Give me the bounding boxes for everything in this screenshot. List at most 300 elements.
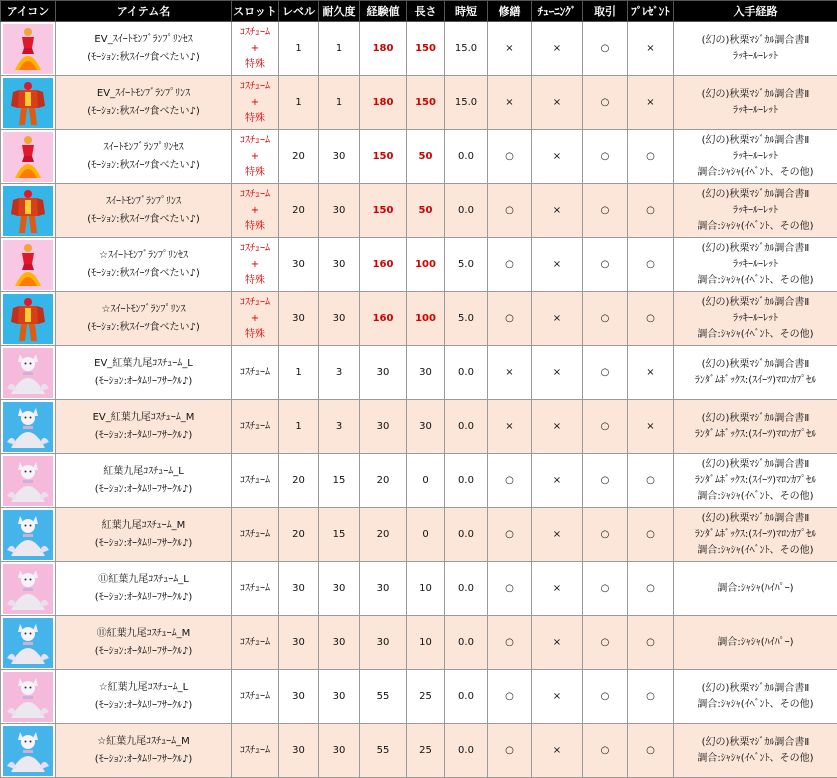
fox-costume-blue-icon bbox=[2, 724, 55, 777]
timesave-cell: 0.0 bbox=[445, 616, 488, 670]
princess-dress-icon bbox=[2, 130, 55, 183]
header-route: 入手経路 bbox=[674, 1, 837, 22]
route-cell bbox=[674, 670, 837, 724]
present-cell: ○ bbox=[628, 508, 674, 562]
slot-cell bbox=[232, 670, 279, 724]
trade-cell: ○ bbox=[583, 22, 628, 76]
slot-text: 特殊 bbox=[245, 274, 265, 286]
level-cell: 1 bbox=[279, 346, 319, 400]
item-motion: (ﾓｰｼｮﾝ:秋ｽｲｰﾂ食べたい♪) bbox=[87, 213, 200, 225]
fox-costume-pink-icon bbox=[2, 562, 55, 615]
trade-cell: ○ bbox=[583, 76, 628, 130]
item-name: ☆紅葉九尾ｺｽﾁｭｰﾑ_L bbox=[98, 681, 189, 693]
slot-text: + bbox=[250, 204, 260, 216]
item-motion: (ﾓｰｼｮﾝ:ｵｰﾀﾑﾘｰﾌｻｰｸﾙ♪) bbox=[94, 537, 193, 549]
tuning-cell: × bbox=[532, 292, 583, 346]
item-name: 紅葉九尾ｺｽﾁｭｰﾑ_L bbox=[103, 465, 184, 477]
item-motion: (ﾓｰｼｮﾝ:ｵｰﾀﾑﾘｰﾌｻｰｸﾙ♪) bbox=[94, 753, 193, 765]
item-name-cell bbox=[56, 400, 232, 454]
item-motion: (ﾓｰｼｮﾝ:ｵｰﾀﾑﾘｰﾌｻｰｸﾙ♪) bbox=[94, 483, 193, 495]
route-line: (幻の)秋栗ﾏｼﾞｶﾙ調合書Ⅱ bbox=[701, 458, 810, 470]
level-cell: 20 bbox=[279, 184, 319, 238]
timesave-cell: 0.0 bbox=[445, 184, 488, 238]
tuning-cell: × bbox=[532, 562, 583, 616]
slot-cell bbox=[232, 454, 279, 508]
fox-costume-blue-icon bbox=[2, 616, 55, 669]
timesave-cell: 0.0 bbox=[445, 724, 488, 778]
length-cell: 10 bbox=[407, 616, 445, 670]
route-cell bbox=[674, 616, 837, 670]
route-line: 調合:ｼｬｼｬ(ﾊｲﾊﾟｰ) bbox=[717, 636, 794, 648]
table-row bbox=[1, 562, 837, 616]
icon-cell bbox=[1, 76, 56, 130]
item-name-cell bbox=[56, 184, 232, 238]
item-name: EV_ｽｲｰﾄﾓﾝﾌﾞﾗﾝﾌﾟﾘﾝｽ bbox=[96, 87, 191, 99]
present-cell: ○ bbox=[628, 238, 674, 292]
route-cell bbox=[674, 184, 837, 238]
route-cell bbox=[674, 130, 837, 184]
trade-cell: ○ bbox=[583, 238, 628, 292]
header-timesave: 時短 bbox=[445, 1, 488, 22]
timesave-cell: 0.0 bbox=[445, 454, 488, 508]
timesave-cell: 15.0 bbox=[445, 22, 488, 76]
princess-dress-icon bbox=[2, 238, 55, 291]
table-row bbox=[1, 508, 837, 562]
route-line: ﾗｯｷｰﾙｰﾚｯﾄ bbox=[733, 258, 778, 270]
route-line: ﾗｯｷｰﾙｰﾚｯﾄ bbox=[733, 150, 778, 162]
level-cell: 30 bbox=[279, 292, 319, 346]
exp-cell: 30 bbox=[360, 562, 407, 616]
item-name-cell bbox=[56, 238, 232, 292]
item-name-cell bbox=[56, 292, 232, 346]
route-cell bbox=[674, 76, 837, 130]
slot-text: + bbox=[250, 258, 260, 270]
slot-text: ｺｽﾁｭｰﾑ bbox=[240, 528, 270, 540]
header-slot: スロット bbox=[232, 1, 279, 22]
item-motion: (ﾓｰｼｮﾝ:秋ｽｲｰﾂ食べたい♪) bbox=[87, 51, 200, 63]
present-cell: ○ bbox=[628, 184, 674, 238]
route-cell bbox=[674, 508, 837, 562]
present-cell: ○ bbox=[628, 724, 674, 778]
route-line: ﾗｯｷｰﾙｰﾚｯﾄ bbox=[733, 312, 778, 324]
level-cell: 1 bbox=[279, 22, 319, 76]
timesave-cell: 0.0 bbox=[445, 562, 488, 616]
repair-cell: ○ bbox=[488, 454, 532, 508]
exp-cell: 55 bbox=[360, 724, 407, 778]
fox-costume-pink-icon bbox=[2, 346, 55, 399]
slot-cell bbox=[232, 292, 279, 346]
item-name: ☆ｽｲｰﾄﾓﾝﾌﾞﾗﾝﾌﾟﾘﾝｽ bbox=[101, 303, 186, 315]
tuning-cell: × bbox=[532, 508, 583, 562]
icon-cell bbox=[1, 562, 56, 616]
header-durability: 耐久度 bbox=[319, 1, 360, 22]
exp-cell: 160 bbox=[360, 238, 407, 292]
length-cell: 150 bbox=[407, 76, 445, 130]
table-row bbox=[1, 400, 837, 454]
exp-cell: 160 bbox=[360, 292, 407, 346]
level-cell: 30 bbox=[279, 616, 319, 670]
table-row bbox=[1, 184, 837, 238]
header-tuning: ﾁｭｰﾆﾝｸﾞ bbox=[532, 1, 583, 22]
trade-cell: ○ bbox=[583, 562, 628, 616]
icon-cell bbox=[1, 22, 56, 76]
item-name-cell bbox=[56, 76, 232, 130]
item-name-cell bbox=[56, 454, 232, 508]
icon-cell bbox=[1, 400, 56, 454]
table-row bbox=[1, 454, 837, 508]
length-cell: 30 bbox=[407, 346, 445, 400]
slot-text: ｺｽﾁｭｰﾑ bbox=[240, 296, 270, 308]
slot-cell bbox=[232, 508, 279, 562]
slot-text: ｺｽﾁｭｰﾑ bbox=[240, 26, 270, 38]
icon-cell bbox=[1, 238, 56, 292]
durability-cell: 30 bbox=[319, 130, 360, 184]
exp-cell: 20 bbox=[360, 454, 407, 508]
item-motion: (ﾓｰｼｮﾝ:秋ｽｲｰﾂ食べたい♪) bbox=[87, 267, 200, 279]
tuning-cell: × bbox=[532, 670, 583, 724]
trade-cell: ○ bbox=[583, 184, 628, 238]
slot-text: 特殊 bbox=[245, 166, 265, 178]
present-cell: × bbox=[628, 400, 674, 454]
route-line: (幻の)秋栗ﾏｼﾞｶﾙ調合書Ⅱ bbox=[701, 512, 810, 524]
item-name-cell bbox=[56, 724, 232, 778]
tuning-cell: × bbox=[532, 238, 583, 292]
durability-cell: 3 bbox=[319, 346, 360, 400]
timesave-cell: 0.0 bbox=[445, 130, 488, 184]
route-line: (幻の)秋栗ﾏｼﾞｶﾙ調合書Ⅱ bbox=[701, 242, 810, 254]
header-item-name: アイテム名 bbox=[56, 1, 232, 22]
slot-text: ｺｽﾁｭｰﾑ bbox=[240, 474, 270, 486]
level-cell: 20 bbox=[279, 454, 319, 508]
timesave-cell: 0.0 bbox=[445, 508, 488, 562]
level-cell: 20 bbox=[279, 130, 319, 184]
item-motion: (ﾓｰｼｮﾝ:ｵｰﾀﾑﾘｰﾌｻｰｸﾙ♪) bbox=[94, 429, 193, 441]
tuning-cell: × bbox=[532, 616, 583, 670]
route-line: ﾗﾝﾀﾞﾑﾎﾞｯｸｽ:(ｽｲｰﾂ)ﾏﾛﾝｶﾌﾟｾﾙ bbox=[694, 428, 817, 440]
durability-cell: 30 bbox=[319, 670, 360, 724]
slot-cell bbox=[232, 616, 279, 670]
route-line: (幻の)秋栗ﾏｼﾞｶﾙ調合書Ⅱ bbox=[701, 134, 810, 146]
slot-cell bbox=[232, 184, 279, 238]
durability-cell: 15 bbox=[319, 508, 360, 562]
item-motion: (ﾓｰｼｮﾝ:秋ｽｲｰﾂ食べたい♪) bbox=[87, 159, 200, 171]
icon-cell bbox=[1, 130, 56, 184]
level-cell: 30 bbox=[279, 238, 319, 292]
level-cell: 1 bbox=[279, 76, 319, 130]
route-line: ﾗｯｷｰﾙｰﾚｯﾄ bbox=[733, 50, 778, 62]
route-cell bbox=[674, 292, 837, 346]
repair-cell: ○ bbox=[488, 508, 532, 562]
route-line: 調合:ｼｬｼｬ(ｲﾍﾞﾝﾄ、その他) bbox=[697, 166, 814, 178]
length-cell: 50 bbox=[407, 184, 445, 238]
item-name-cell bbox=[56, 670, 232, 724]
slot-text: ｺｽﾁｭｰﾑ bbox=[240, 690, 270, 702]
table-header bbox=[1, 1, 837, 22]
route-line: (幻の)秋栗ﾏｼﾞｶﾙ調合書Ⅱ bbox=[701, 88, 810, 100]
durability-cell: 30 bbox=[319, 562, 360, 616]
fox-costume-pink-icon bbox=[2, 454, 55, 507]
repair-cell: ○ bbox=[488, 184, 532, 238]
slot-text: ｺｽﾁｭｰﾑ bbox=[240, 188, 270, 200]
tuning-cell: × bbox=[532, 724, 583, 778]
route-cell bbox=[674, 238, 837, 292]
route-line: 調合:ｼｬｼｬ(ｲﾍﾞﾝﾄ、その他) bbox=[697, 490, 814, 502]
route-line: (幻の)秋栗ﾏｼﾞｶﾙ調合書Ⅱ bbox=[701, 736, 810, 748]
icon-cell bbox=[1, 508, 56, 562]
length-cell: 150 bbox=[407, 22, 445, 76]
repair-cell: ○ bbox=[488, 724, 532, 778]
icon-cell bbox=[1, 454, 56, 508]
present-cell: ○ bbox=[628, 130, 674, 184]
prince-suit-icon bbox=[2, 292, 55, 345]
level-cell: 20 bbox=[279, 508, 319, 562]
route-cell bbox=[674, 562, 837, 616]
length-cell: 25 bbox=[407, 670, 445, 724]
exp-cell: 30 bbox=[360, 400, 407, 454]
table-row bbox=[1, 670, 837, 724]
slot-cell bbox=[232, 724, 279, 778]
table-body bbox=[1, 22, 837, 778]
item-name: ⑪紅葉九尾ｺｽﾁｭｰﾑ_L bbox=[98, 573, 189, 585]
route-line: (幻の)秋栗ﾏｼﾞｶﾙ調合書Ⅱ bbox=[701, 358, 810, 370]
exp-cell: 180 bbox=[360, 22, 407, 76]
slot-text: ｺｽﾁｭｰﾑ bbox=[240, 636, 270, 648]
repair-cell: ○ bbox=[488, 670, 532, 724]
repair-cell: ○ bbox=[488, 238, 532, 292]
route-line: (幻の)秋栗ﾏｼﾞｶﾙ調合書Ⅱ bbox=[701, 34, 810, 46]
repair-cell: ○ bbox=[488, 292, 532, 346]
header-trade: 取引 bbox=[583, 1, 628, 22]
slot-text: ｺｽﾁｭｰﾑ bbox=[240, 134, 270, 146]
route-line: ﾗｯｷｰﾙｰﾚｯﾄ bbox=[733, 204, 778, 216]
durability-cell: 1 bbox=[319, 76, 360, 130]
trade-cell: ○ bbox=[583, 400, 628, 454]
durability-cell: 30 bbox=[319, 292, 360, 346]
slot-cell bbox=[232, 130, 279, 184]
item-motion: (ﾓｰｼｮﾝ:秋ｽｲｰﾂ食べたい♪) bbox=[87, 105, 200, 117]
header-exp: 経験値 bbox=[360, 1, 407, 22]
route-line: 調合:ｼｬｼｬ(ｲﾍﾞﾝﾄ、その他) bbox=[697, 274, 814, 286]
exp-cell: 180 bbox=[360, 76, 407, 130]
slot-text: + bbox=[250, 312, 260, 324]
route-line: 調合:ｼｬｼｬ(ｲﾍﾞﾝﾄ、その他) bbox=[697, 328, 814, 340]
timesave-cell: 0.0 bbox=[445, 346, 488, 400]
item-name: ｽｲｰﾄﾓﾝﾌﾞﾗﾝﾌﾟﾘﾝｾｽ bbox=[103, 141, 184, 153]
slot-cell bbox=[232, 238, 279, 292]
route-line: 調合:ｼｬｼｬ(ｲﾍﾞﾝﾄ、その他) bbox=[697, 698, 814, 710]
header-present: ﾌﾟﾚｾﾞﾝﾄ bbox=[628, 1, 674, 22]
route-cell bbox=[674, 724, 837, 778]
present-cell: ○ bbox=[628, 454, 674, 508]
slot-text: ｺｽﾁｭｰﾑ bbox=[240, 80, 270, 92]
tuning-cell: × bbox=[532, 346, 583, 400]
level-cell: 1 bbox=[279, 400, 319, 454]
length-cell: 0 bbox=[407, 454, 445, 508]
timesave-cell: 0.0 bbox=[445, 670, 488, 724]
item-name: ｽｲｰﾄﾓﾝﾌﾞﾗﾝﾌﾟﾘﾝｽ bbox=[106, 195, 181, 207]
slot-text: 特殊 bbox=[245, 58, 265, 70]
fox-costume-blue-icon bbox=[2, 508, 55, 561]
slot-cell bbox=[232, 562, 279, 616]
tuning-cell: × bbox=[532, 454, 583, 508]
length-cell: 10 bbox=[407, 562, 445, 616]
item-motion: (ﾓｰｼｮﾝ:ｵｰﾀﾑﾘｰﾌｻｰｸﾙ♪) bbox=[94, 591, 193, 603]
present-cell: × bbox=[628, 346, 674, 400]
timesave-cell: 15.0 bbox=[445, 76, 488, 130]
exp-cell: 150 bbox=[360, 130, 407, 184]
durability-cell: 30 bbox=[319, 616, 360, 670]
item-name-cell bbox=[56, 346, 232, 400]
route-line: 調合:ｼｬｼｬ(ﾊｲﾊﾟｰ) bbox=[717, 582, 794, 594]
table-row bbox=[1, 130, 837, 184]
icon-cell bbox=[1, 670, 56, 724]
item-name-cell bbox=[56, 130, 232, 184]
length-cell: 100 bbox=[407, 292, 445, 346]
present-cell: ○ bbox=[628, 616, 674, 670]
slot-text: 特殊 bbox=[245, 328, 265, 340]
item-motion: (ﾓｰｼｮﾝ:ｵｰﾀﾑﾘｰﾌｻｰｸﾙ♪) bbox=[94, 645, 193, 657]
durability-cell: 3 bbox=[319, 400, 360, 454]
route-line: ﾗﾝﾀﾞﾑﾎﾞｯｸｽ:(ｽｲｰﾂ)ﾏﾛﾝｶﾌﾟｾﾙ bbox=[694, 528, 817, 540]
trade-cell: ○ bbox=[583, 670, 628, 724]
route-cell bbox=[674, 22, 837, 76]
level-cell: 30 bbox=[279, 670, 319, 724]
level-cell: 30 bbox=[279, 562, 319, 616]
icon-cell bbox=[1, 346, 56, 400]
prince-suit-icon bbox=[2, 76, 55, 129]
slot-text: ｺｽﾁｭｰﾑ bbox=[240, 744, 270, 756]
icon-cell bbox=[1, 724, 56, 778]
prince-suit-icon bbox=[2, 184, 55, 237]
route-line: (幻の)秋栗ﾏｼﾞｶﾙ調合書Ⅱ bbox=[701, 412, 810, 424]
item-name-cell bbox=[56, 562, 232, 616]
icon-cell bbox=[1, 616, 56, 670]
trade-cell: ○ bbox=[583, 508, 628, 562]
slot-cell bbox=[232, 346, 279, 400]
exp-cell: 150 bbox=[360, 184, 407, 238]
length-cell: 0 bbox=[407, 508, 445, 562]
trade-cell: ○ bbox=[583, 454, 628, 508]
table-row bbox=[1, 76, 837, 130]
table-row bbox=[1, 238, 837, 292]
durability-cell: 30 bbox=[319, 238, 360, 292]
header-repair: 修繕 bbox=[488, 1, 532, 22]
exp-cell: 30 bbox=[360, 346, 407, 400]
durability-cell: 15 bbox=[319, 454, 360, 508]
header-row bbox=[1, 1, 837, 22]
repair-cell: × bbox=[488, 346, 532, 400]
present-cell: × bbox=[628, 22, 674, 76]
tuning-cell: × bbox=[532, 400, 583, 454]
present-cell: ○ bbox=[628, 670, 674, 724]
item-name: EV_ｽｲｰﾄﾓﾝﾌﾞﾗﾝﾌﾟﾘﾝｾｽ bbox=[94, 33, 193, 45]
length-cell: 25 bbox=[407, 724, 445, 778]
route-line: ﾗﾝﾀﾞﾑﾎﾞｯｸｽ:(ｽｲｰﾂ)ﾏﾛﾝｶﾌﾟｾﾙ bbox=[694, 374, 817, 386]
item-name: ⑪紅葉九尾ｺｽﾁｭｰﾑ_M bbox=[96, 627, 191, 639]
item-motion: (ﾓｰｼｮﾝ:ｵｰﾀﾑﾘｰﾌｻｰｸﾙ♪) bbox=[94, 375, 193, 387]
route-line: (幻の)秋栗ﾏｼﾞｶﾙ調合書Ⅱ bbox=[701, 188, 810, 200]
timesave-cell: 0.0 bbox=[445, 400, 488, 454]
slot-text: 特殊 bbox=[245, 220, 265, 232]
trade-cell: ○ bbox=[583, 130, 628, 184]
item-name: EV_紅葉九尾ｺｽﾁｭｰﾑ_L bbox=[94, 357, 193, 369]
tuning-cell: × bbox=[532, 76, 583, 130]
length-cell: 100 bbox=[407, 238, 445, 292]
tuning-cell: × bbox=[532, 22, 583, 76]
table-row bbox=[1, 724, 837, 778]
item-motion: (ﾓｰｼｮﾝ:ｵｰﾀﾑﾘｰﾌｻｰｸﾙ♪) bbox=[94, 699, 193, 711]
header-level: レベル bbox=[279, 1, 319, 22]
tuning-cell: × bbox=[532, 184, 583, 238]
route-cell bbox=[674, 346, 837, 400]
slot-text: + bbox=[250, 96, 260, 108]
durability-cell: 1 bbox=[319, 22, 360, 76]
exp-cell: 30 bbox=[360, 616, 407, 670]
route-line: 調合:ｼｬｼｬ(ｲﾍﾞﾝﾄ、その他) bbox=[697, 752, 814, 764]
present-cell: ○ bbox=[628, 292, 674, 346]
exp-cell: 55 bbox=[360, 670, 407, 724]
route-line: ﾗｯｷｰﾙｰﾚｯﾄ bbox=[733, 104, 778, 116]
route-line: (幻の)秋栗ﾏｼﾞｶﾙ調合書Ⅱ bbox=[701, 682, 810, 694]
timesave-cell: 5.0 bbox=[445, 292, 488, 346]
repair-cell: ○ bbox=[488, 130, 532, 184]
item-name-cell bbox=[56, 616, 232, 670]
slot-text: 特殊 bbox=[245, 112, 265, 124]
slot-text: + bbox=[250, 42, 260, 54]
icon-cell bbox=[1, 292, 56, 346]
repair-cell: × bbox=[488, 76, 532, 130]
slot-text: ｺｽﾁｭｰﾑ bbox=[240, 242, 270, 254]
table-row bbox=[1, 346, 837, 400]
repair-cell: ○ bbox=[488, 616, 532, 670]
princess-dress-icon bbox=[2, 22, 55, 75]
route-cell bbox=[674, 400, 837, 454]
table-row bbox=[1, 22, 837, 76]
route-line: ﾗﾝﾀﾞﾑﾎﾞｯｸｽ:(ｽｲｰﾂ)ﾏﾛﾝｶﾌﾟｾﾙ bbox=[694, 474, 817, 486]
item-name-cell bbox=[56, 22, 232, 76]
trade-cell: ○ bbox=[583, 616, 628, 670]
route-line: (幻の)秋栗ﾏｼﾞｶﾙ調合書Ⅱ bbox=[701, 296, 810, 308]
slot-text: ｺｽﾁｭｰﾑ bbox=[240, 582, 270, 594]
slot-cell bbox=[232, 400, 279, 454]
slot-text: + bbox=[250, 150, 260, 162]
item-motion: (ﾓｰｼｮﾝ:秋ｽｲｰﾂ食べたい♪) bbox=[87, 321, 200, 333]
slot-cell bbox=[232, 76, 279, 130]
icon-cell bbox=[1, 184, 56, 238]
trade-cell: ○ bbox=[583, 292, 628, 346]
slot-text: ｺｽﾁｭｰﾑ bbox=[240, 420, 270, 432]
item-name-cell bbox=[56, 508, 232, 562]
trade-cell: ○ bbox=[583, 724, 628, 778]
tuning-cell: × bbox=[532, 130, 583, 184]
present-cell: × bbox=[628, 76, 674, 130]
header-icon: アイコン bbox=[1, 1, 56, 22]
repair-cell: ○ bbox=[488, 562, 532, 616]
fox-costume-pink-icon bbox=[2, 670, 55, 723]
item-name: ☆ｽｲｰﾄﾓﾝﾌﾞﾗﾝﾌﾟﾘﾝｾｽ bbox=[99, 249, 188, 261]
timesave-cell: 5.0 bbox=[445, 238, 488, 292]
level-cell: 30 bbox=[279, 724, 319, 778]
item-name: ☆紅葉九尾ｺｽﾁｭｰﾑ_M bbox=[97, 735, 190, 747]
present-cell: ○ bbox=[628, 562, 674, 616]
slot-text: ｺｽﾁｭｰﾑ bbox=[240, 366, 270, 378]
repair-cell: × bbox=[488, 22, 532, 76]
slot-cell bbox=[232, 22, 279, 76]
route-line: 調合:ｼｬｼｬ(ｲﾍﾞﾝﾄ、その他) bbox=[697, 220, 814, 232]
length-cell: 30 bbox=[407, 400, 445, 454]
table-row bbox=[1, 292, 837, 346]
exp-cell: 20 bbox=[360, 508, 407, 562]
